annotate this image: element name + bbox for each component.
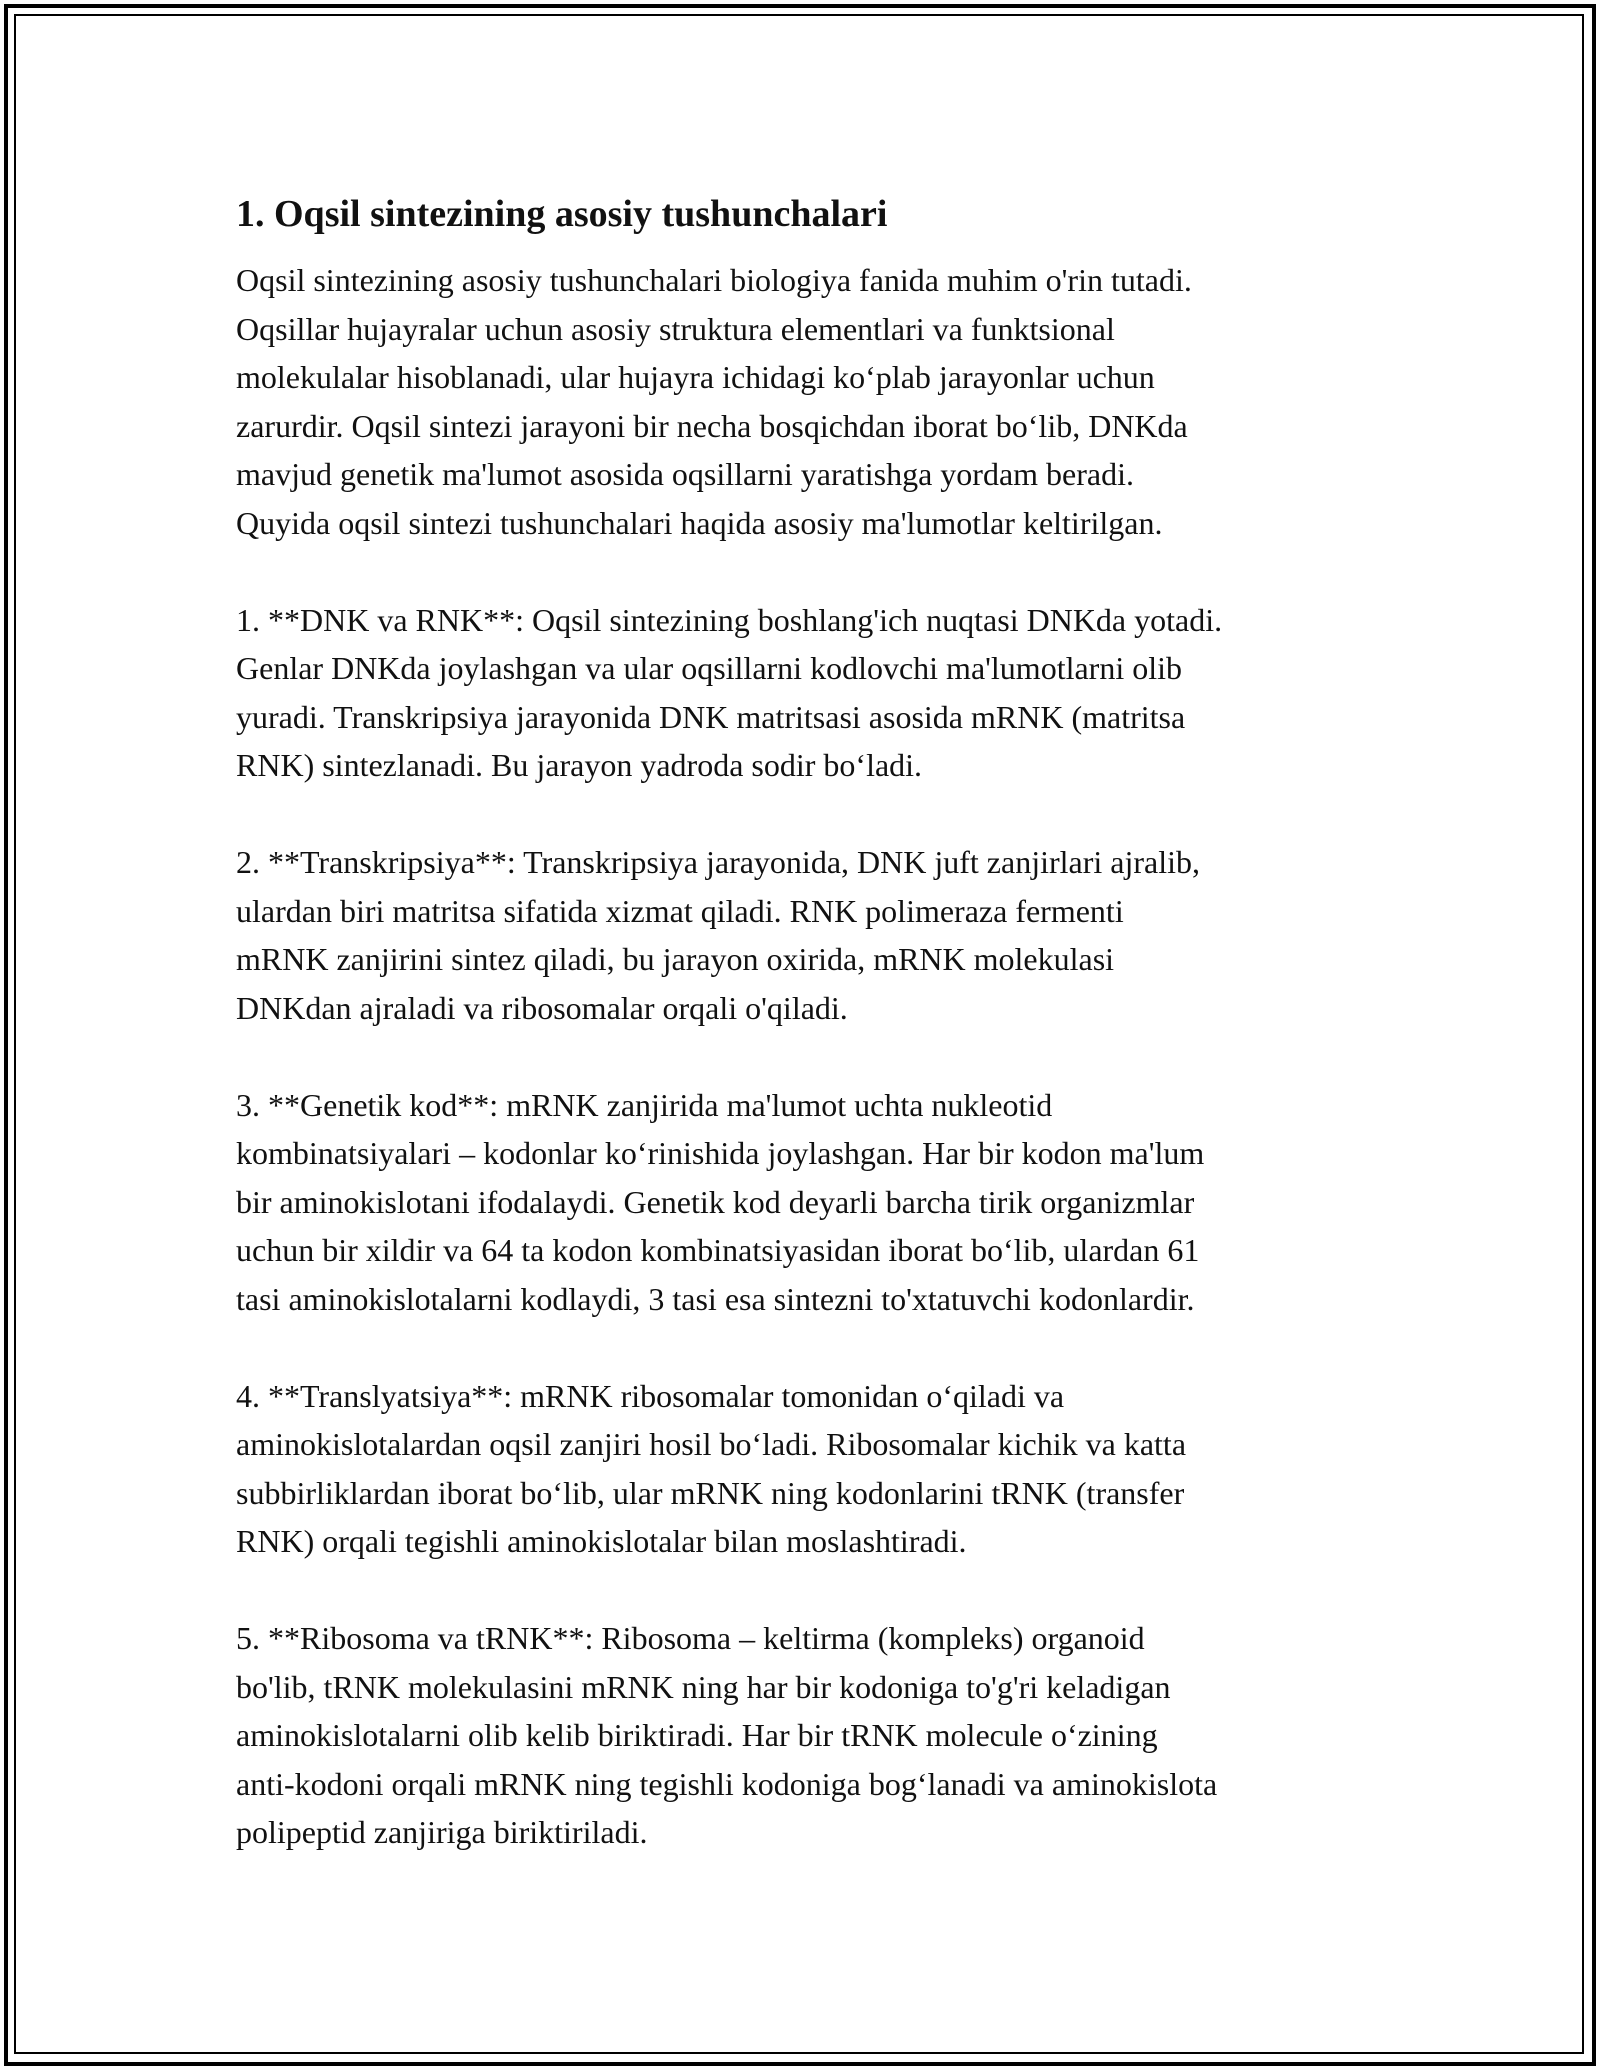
intro-paragraph: Oqsil sintezining asosiy tushunchalari biologiya fanida muhim o'rin tutadi. Oqsillar hujayralar uchun asosiy struktura elementlari va funktsional molekulalar hisoblanadi, ular hujayra ichidagi koʻplab jarayonlar uchun zarurdir. Oqsil sintezi jarayoni bir necha bosqichdan iborat boʻlib, DNKda mavjud genetik ma'lumot asosida oqsillarni yaratishga yordam beradi. Quyida oqsil sintezi tushunchalari haqida asosiy ma'lumotlar keltirilgan. <box>236 262 1192 541</box>
document-title: 1. Oqsil sintezining asosiy tushunchalari <box>236 193 888 235</box>
document-page <box>236 186 1376 1905</box>
paragraph-genetik-kod: 3. **Genetik kod**: mRNK zanjirida ma'lumot uchta nukleotid kombinatsiyalari – kodonlar koʻrinishida joylashgan. Har bir kodon ma'lum bir aminokislotani ifodalaydi. Genetik kod deyarli barcha tirik organizmlar uchun bir xildir va 64 ta kodon kombinatsiyasidan iborat boʻlib, ulardan 61 tasi aminokislotalarni kodlaydi, 3 tasi esa sintezni to'xtatuvchi kodonlardir. <box>236 1086 1205 1317</box>
paragraph-translyatsiya: 4. **Translyatsiya**: mRNK ribosomalar tomonidan oʻqiladi va aminokislotalardan oqsil zanjiri hosil boʻladi. Ribosomalar kichik va katta subbirliklardan iborat boʻlib, ular mRNK ning kodonlarini tRNK (transfer RNK) orqali tegishli aminokislotalar bilan moslashtiradi. <box>236 1377 1187 1559</box>
paragraph-ribosoma-trnk: 5. **Ribosoma va tRNK**: Ribosoma – keltirma (kompleks) organoid bo'lib, tRNK molekulasini mRNK ning har bir kodoniga to'g'ri keladigan aminokislotalarni olib kelib biriktiradi. Har bir tRNK molecule oʻzining anti-kodoni orqali mRNK ning tegishli kodoniga bogʻlanadi va aminokislota polipeptid zanjiriga biriktiriladi. <box>236 1620 1218 1850</box>
paragraph-transkripsiya: 2. **Transkripsiya**: Transkripsiya jarayonida, DNK juft zanjirlari ajralib, ulardan biri matritsa sifatida xizmat qiladi. RNK polimeraza fermenti mRNK zanjirini sintez qiladi, bu jarayon oxirida, mRNK molekulasi DNKdan ajraladi va ribosomalar orqali o'qiladi. <box>236 844 1200 1026</box>
paragraph-dnk-rnk: 1. **DNK va RNK**: Oqsil sintezining boshlang'ich nuqtasi DNKda yotadi. Genlar DNKda joylashgan va ular oqsillarni kodlovchi ma'lumotlarni olib yuradi. Transkripsiya jarayonida DNK matritsasi asosida mRNK (matritsa RNK) sintezlanadi. Bu jarayon yadroda sodir boʻladi. <box>236 601 1223 783</box>
